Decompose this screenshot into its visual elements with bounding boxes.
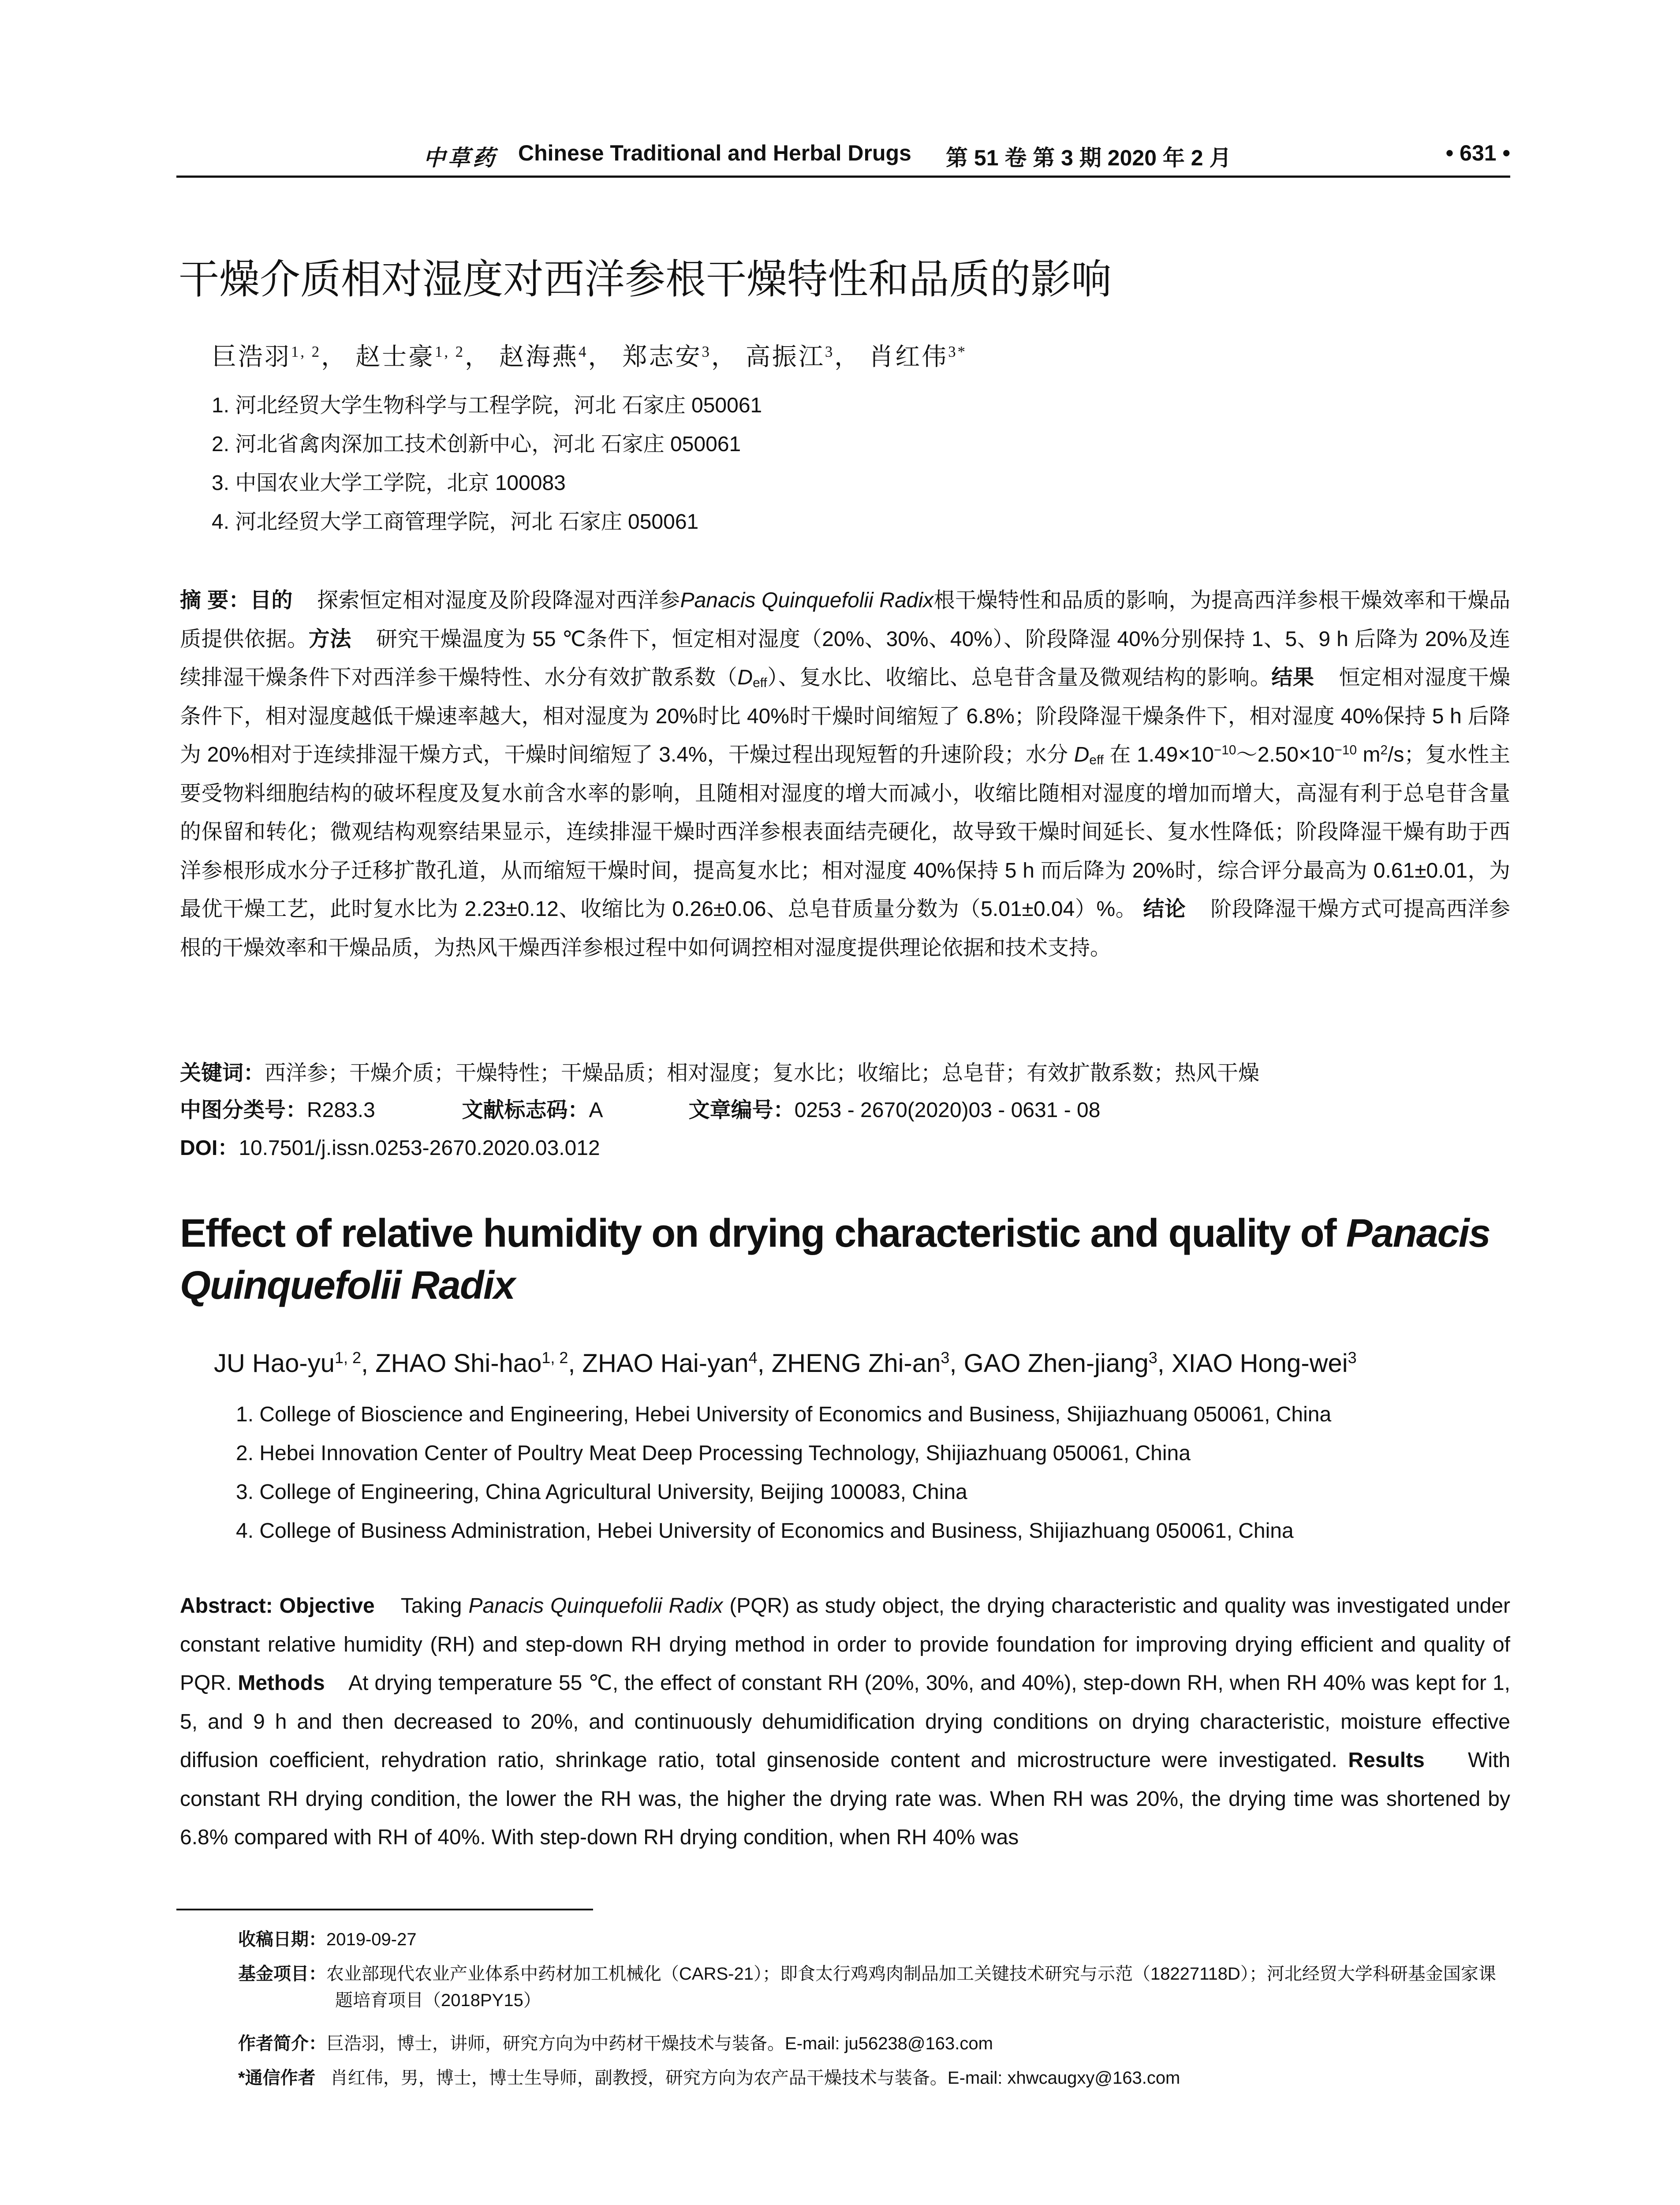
author-cn: 郑志安$^3$， bbox=[622, 343, 738, 371]
abstract-en-label: Abstract: Objective bbox=[180, 1594, 375, 1618]
page-number: • 631 • bbox=[1445, 141, 1510, 165]
methods-en-label: Methods bbox=[238, 1671, 325, 1695]
affiliation-en: 2. Hebei Innovation Center of Poultry Meat Deep Processing Technology, Shijiazhuang 050061, China bbox=[236, 1442, 1191, 1465]
methods-label: 方法 bbox=[308, 627, 352, 651]
doi-value[interactable]: 10.7501/j.issn.0253-2670.2020.03.012 bbox=[239, 1136, 600, 1160]
affiliation-cn: 4. 河北经贸大学工商管理学院，河北 石家庄 050061 bbox=[212, 510, 699, 534]
affiliation-cn: 1. 河北经贸大学生物科学与工程学院，河北 石家庄 050061 bbox=[212, 394, 762, 417]
abstract-cn: 摘 要：目的 探索恒定相对湿度及阶段降湿对西洋参Panacis Quinquefolii Radix根干燥特性和品质的影响，为提高西洋参根干燥效率和干燥品质提供依据。方法 研究干燥温度为 55 ℃条件下，恒定相对湿度（20%、30%、40%）、阶段降湿 40%分别保持 1、5、9 h 后降为 20%及连续排湿干燥条件下对西洋参干燥特性、水分有效扩散系数$(D_{eff})$、复水比、收缩比、总皂苷含量及微观结构的影响。结果 恒定相对湿度干燥条件下，相对湿度越低干燥速率越大，相对湿度为 20%时比 40%时干燥时间缩短了 6.8%；阶段降湿干燥条件下，相对湿度 40%保持 5 h 后降为 20%相对于连续排湿干燥方式，干燥时间缩短了 3.4%，干燥过程出现短暂的升速阶段；水分 $D_{eff}$ 在 $1.49\times 10^{-10}\sim 2.50\times 10^{-10}$ $m^2/s$；复水性主要受物料细胞结构的破坏程度及复水前含水率的影响，且随相对湿度的增大而减小，收缩比随相对湿度的增加而增大，高湿有利于总皂苷含量的保留和转化；微观结构观察结果显示，连续排湿干燥时西洋参根表面结壳硬化，故导致干燥时间延长、复水性降低；阶段降湿干燥有助于西洋参根形成水分子迁移扩散孔道，从而缩短干燥时间，提高复水比；相对湿度 40%保持 5 h 而后降为 20%时，综合评分最高为 0.61±0.01，为最优干燥工艺，此时复水比为 2.23±0.12、收缩比为 0.26±0.06、总皂苷质量分数为（5.01±0.04）%。 结论 阶段降湿干燥方式可提高西洋参根的干燥效率和干燥品质，为热风干燥西洋参根过程中如何调控相对湿度提供理论依据和技术支持。 bbox=[180, 589, 1511, 960]
footnote-author-bio: 作者简介：巨浩羽，博士，讲师，研究方向为中药材干燥技术与装备。E-mail: ju56238@163.com bbox=[238, 2034, 993, 2053]
keywords-cn: 关键词：西洋参；干燥介质；干燥特性；干燥品质；相对湿度；复水比；收缩比；总皂苷；有效扩散系数；热风干燥 bbox=[180, 1061, 1260, 1085]
running-header bbox=[176, 140, 1510, 171]
affiliation-cn: 3. 中国农业大学工学院，北京 100083 bbox=[212, 471, 566, 495]
footnote-corresponding: *通信作者 肖红伟，男，博士，博士生导师，副教授，研究方向为农产品干燥技术与装备。E-mail: xhwcaugxy@163.com bbox=[238, 2068, 1180, 2088]
classification-line: 中图分类号：R283.3 文献标志码：A 文章编号：0253 - 2670(2020)03 - 0631 - 08 bbox=[180, 1099, 1101, 1122]
results-label: 结果 bbox=[1271, 666, 1314, 689]
affiliation-en: 3. College of Engineering, China Agricultural University, Beijing 100083, China bbox=[236, 1480, 967, 1504]
abstract-label: 摘 要： bbox=[180, 589, 250, 612]
author-list-cn bbox=[212, 337, 967, 373]
doi-line: DOI：10.7501/j.issn.0253-2670.2020.03.012 bbox=[180, 1136, 600, 1160]
affiliation-en: 4. College of Business Administration, Hebei University of Economics and Business, Shijiazhuang 050061, China bbox=[236, 1519, 1294, 1543]
footnote-fund: 基金项目：农业部现代农业产业体系中药材加工机械化（CARS-21）；即食太行鸡鸡肉制品加工关键技术研究与示范（18227118D）；河北经贸大学科研基金国家课题培育项目（2018PY15） bbox=[238, 1964, 1496, 2010]
author-cn: 巨浩羽$^{1, 2}$， bbox=[212, 343, 348, 371]
author-cn: 赵海燕$^4$， bbox=[499, 343, 615, 371]
article-title-en: Effect of relative humidity on drying characteristic and quality of Panacis Quinquefolii Radix bbox=[180, 1211, 1490, 1308]
objective-label: 目的 bbox=[250, 589, 293, 612]
author-cn: 赵士豪$^{1, 2}$， bbox=[355, 343, 492, 371]
conclusion-label: 结论 bbox=[1143, 897, 1186, 921]
affiliation-cn: 2. 河北省禽肉深加工技术创新中心，河北 石家庄 050061 bbox=[212, 433, 741, 456]
affiliation-en: 1. College of Bioscience and Engineering, Hebei University of Economics and Business, Shijiazhuang 050061, China bbox=[236, 1403, 1332, 1426]
journal-name-en: Chinese Traditional and Herbal Drugs bbox=[518, 141, 911, 165]
journal-name-cn: 中草药 bbox=[423, 146, 497, 170]
author-en: ZHAO Hai-yan$^4$, bbox=[582, 1349, 772, 1378]
footnote-rule bbox=[176, 1909, 593, 1910]
author-en: ZHENG Zhi-$an^3$, bbox=[771, 1349, 964, 1378]
author-list-en bbox=[214, 1349, 1357, 1378]
author-en: GAO Zhen-jiang$^3$, bbox=[963, 1349, 1172, 1378]
author-cn: 高振江$^3$， bbox=[745, 343, 861, 371]
header-rule bbox=[176, 176, 1510, 178]
author-en: ZHAO Shi-hao$^{1, 2}$, bbox=[375, 1349, 582, 1378]
abstract-en: Abstract: Objective Taking Panacis Quinquefolii Radix (PQR) as study object, the drying characteristic and quality was investigated under constant relative humidity (RH) and step-down RH drying method in order to provide foundation for improving drying efficient and quality of PQR. Methods At drying temperature 55 ℃, the effect of constant RH (20%, 30%, and 40%), step-down RH, when RH 40% was kept for 1, 5, and 9 h and then decreased to 20%, and continuously dehumidification drying conditions on drying characteristic, moisture effective diffusion coefficient, rehydration ratio, shrinkage ratio, total ginsenoside content and microstructure were investigated. Results With constant RH drying condition, the lower the RH was, the higher the drying rate was. When RH was 20%, the drying time was shortened by 6.8% compared with RH of 40%. With step-down RH drying condition, when RH 40% was bbox=[180, 1594, 1511, 1849]
footnote-received: 收稿日期：2019-09-27 bbox=[238, 1930, 417, 1949]
issue-info: 第 51 卷 第 3 期 2020 年 2 月 bbox=[946, 146, 1232, 170]
author-en: JU Hao-yu$^{1, 2}$, bbox=[214, 1349, 376, 1378]
results-en-label: Results bbox=[1348, 1749, 1425, 1772]
article-title-cn: 干燥介质相对湿度对西洋参根干燥特性和品质的影响 bbox=[179, 257, 1112, 302]
author-en: XIAO Hong-wei$^3$ bbox=[1171, 1349, 1357, 1378]
author-cn: 肖红伟$^{3*}$ bbox=[869, 343, 967, 371]
